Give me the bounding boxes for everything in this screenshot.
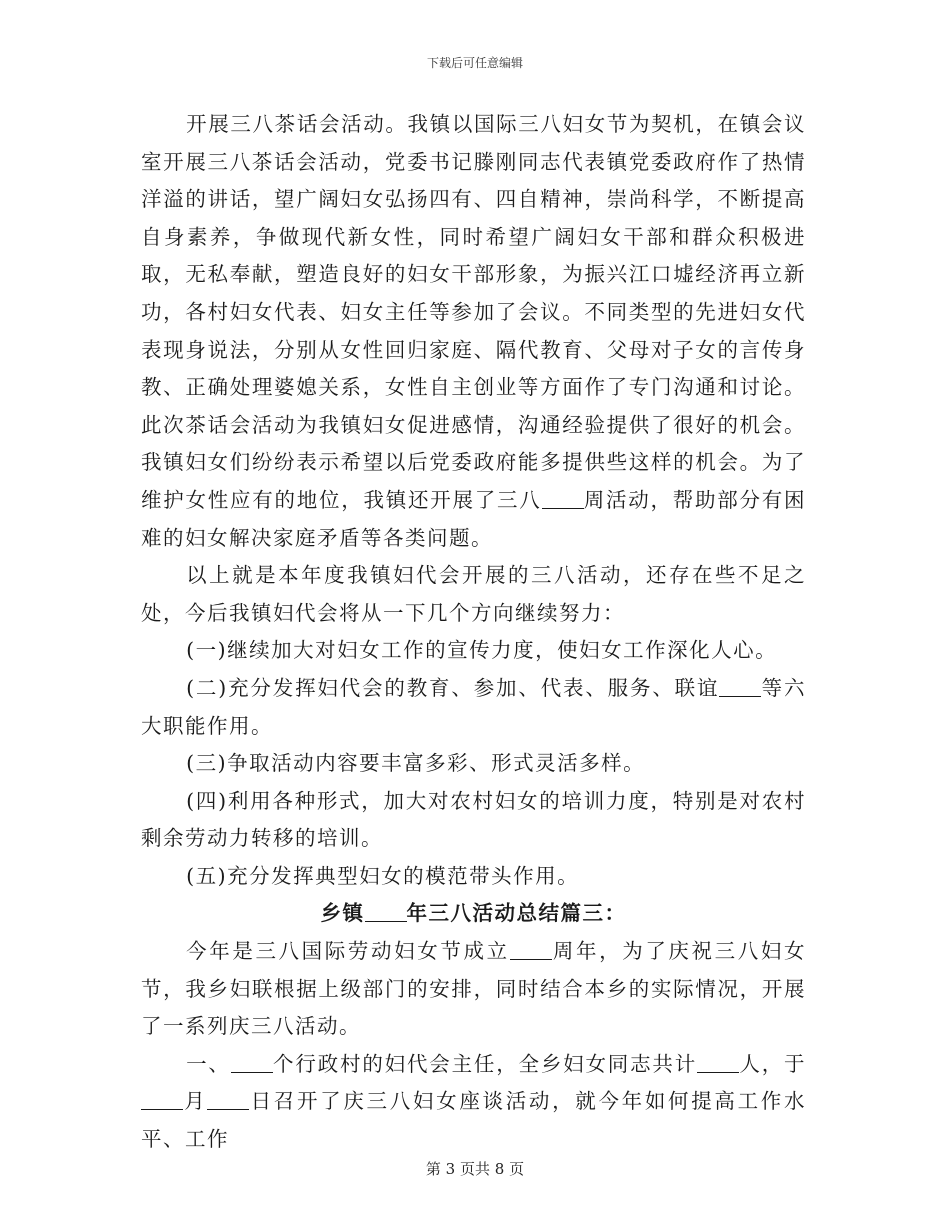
blank-underline bbox=[231, 1051, 273, 1073]
paragraph-item-4: (四)利用各种形式，加大对农村妇女的培训力度，特别是对农村剩余劳动力转移的培训。 bbox=[141, 788, 806, 851]
paragraph-text: 月 bbox=[183, 1089, 208, 1114]
section-heading bbox=[141, 895, 806, 933]
heading-suffix: 年三八活动总结篇三： bbox=[406, 901, 627, 926]
paragraph-text: 人，于 bbox=[739, 1051, 807, 1076]
paragraph-text: 日召开了庆三八妇女座谈活动，就今年如何提高工作水平、工作 bbox=[141, 1089, 807, 1152]
paragraph-item-3: (三)争取活动内容要丰富多彩、形式灵活多样。 bbox=[186, 751, 646, 776]
paragraph-text: 个行政村的妇代会主任，全乡妇女同志共计 bbox=[272, 1051, 698, 1076]
heading-prefix: 乡镇 bbox=[320, 901, 365, 926]
blank-underline bbox=[510, 939, 552, 961]
blank-underline bbox=[697, 1051, 739, 1073]
blank-underline bbox=[542, 487, 584, 509]
page-header: 下载后可任意编辑 bbox=[426, 56, 523, 70]
paragraph-item-5: (五)充分发挥典型妇女的模范带头作用。 bbox=[186, 863, 580, 888]
paragraph-point-1 bbox=[141, 1046, 806, 1159]
page-footer: 第 3 页共 8 页 bbox=[425, 1160, 525, 1178]
paragraph-intro bbox=[141, 933, 806, 1046]
paragraph-item-1: (一)继续加大对妇女工作的宣传力度，使妇女工作深化人心。 bbox=[186, 638, 778, 663]
paragraph-text: 一、 bbox=[186, 1051, 231, 1076]
paragraph-tea-party bbox=[141, 106, 806, 557]
blank-underline bbox=[141, 1089, 183, 1111]
paragraph-text: (二)充分发挥妇代会的教育、参加、代表、服务、联谊 bbox=[186, 675, 720, 700]
paragraph-text: 今年是三八国际劳动妇女节成立 bbox=[186, 939, 510, 964]
document-body bbox=[141, 106, 806, 1159]
paragraph-text: 开展三八茶话会活动。我镇以国际三八妇女节为契机，在镇会议室开展三八茶话会活动，党委书记滕刚同志代表镇党委政府作了热情洋溢的讲话，望广阔妇女弘扬四有、四自精神，崇尚科学，不断提高自身素养，争做现代新女性，同时希望广阔妇女干部和群众积极进取，无私奉献，塑造良好的妇女干部形象，为振兴江口墟经济再立新功，各村妇女代表、妇女主任等参加了会议。不同类型的先进妇女代表现身说法，分别从女性回归家庭、隔代教育、父母对子女的言传身教、正确处理婆媳关系，女性自主创业等方面作了专门沟通和讨论。此次茶话会活动为我镇妇女促进感情，沟通经验提供了很好的机会。我镇妇女们纷纷表示希望以后党委政府能多提供些这样的机会。为了维护女性应有的地位，我镇还开展了三八 bbox=[141, 112, 806, 512]
blank-underline bbox=[365, 901, 407, 923]
paragraph-text: 等六大职能作用。 bbox=[141, 675, 807, 738]
paragraph-text: 周活动，帮助部分有困难的妇女解决家庭矛盾等各类问题。 bbox=[141, 487, 806, 550]
paragraph-summary: 以上就是本年度我镇妇代会开展的三八活动，还存在些不足之处，今后我镇妇代会将从一下几个方向继续努力： bbox=[141, 563, 806, 625]
paragraph-text: 周年，为了庆祝三八妇女节，我乡妇联根据上级部门的安排，同时结合本乡的实际情况，开展了一系列庆三八活动。 bbox=[141, 939, 807, 1039]
paragraph-item-2 bbox=[141, 670, 806, 745]
blank-underline bbox=[719, 675, 761, 697]
blank-underline bbox=[207, 1089, 249, 1111]
